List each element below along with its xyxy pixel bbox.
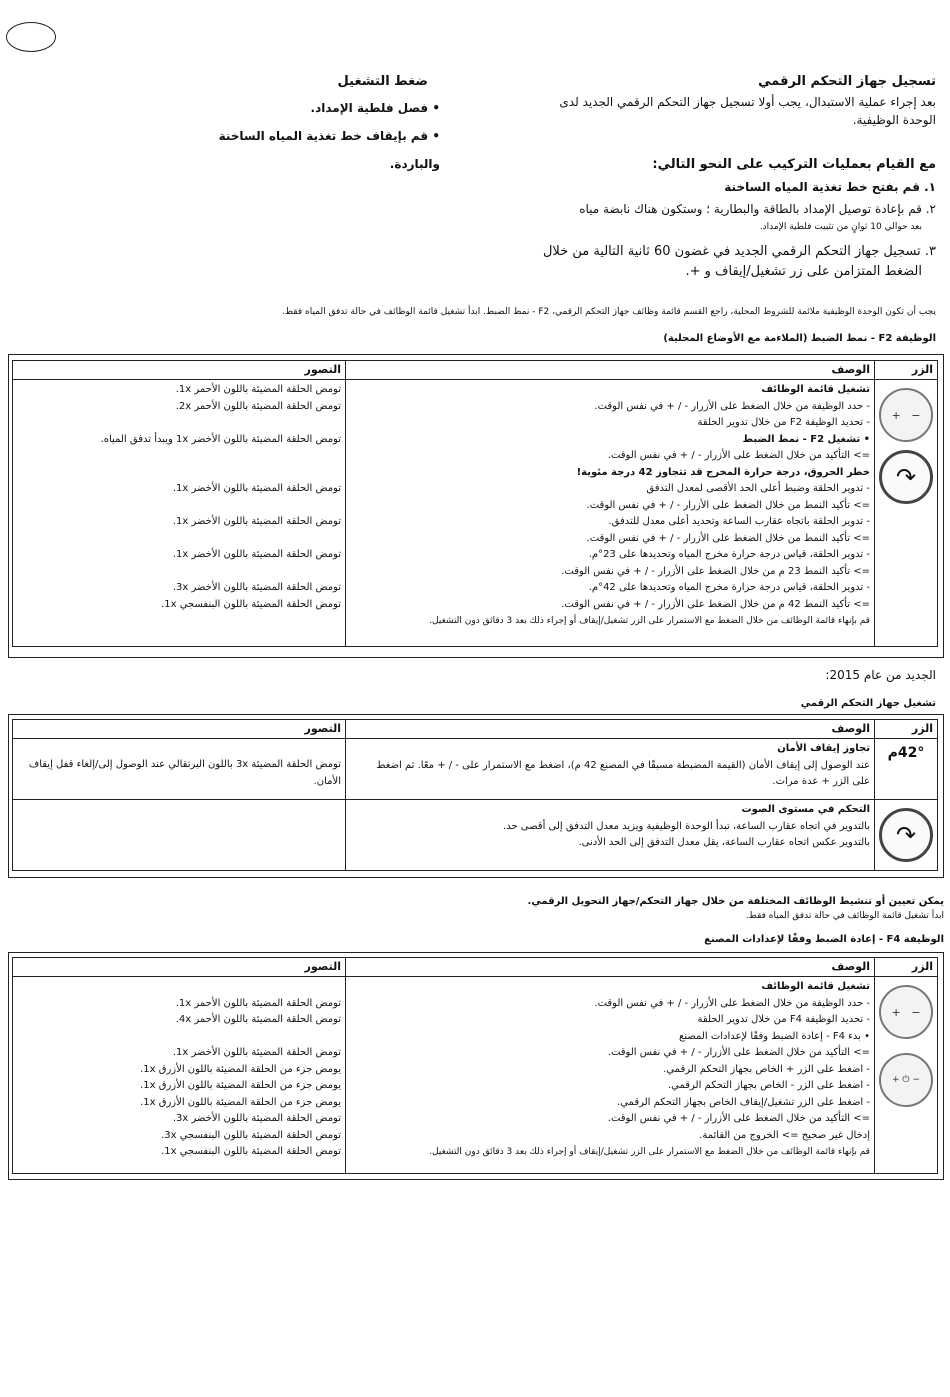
vis-line: تومض الحلقة المضيئة باللون البنفسجي 1x. (161, 1146, 341, 1157)
desc-line: => التأكيد من خلال الضغط على الأزرار - / + في نفس الوقت. (607, 450, 870, 461)
vis-line: تومض الحلقة المضيئة باللون الأخضر 1x. (172, 1047, 341, 1058)
description-cell (346, 380, 875, 647)
step-2a: ٢. قم بإعادة توصيل الإمداد بالطاقة والبطارية ؛ وستكون هناك نابضة مياه (579, 202, 936, 216)
col-description-header: الوصف (346, 720, 875, 739)
vis-line: يومض جزء من الحلقة المضيئة باللون الأزرق 1x. (140, 1063, 341, 1075)
desc-line: => التأكيد من خلال الضغط على الأزرار - / + في نفس الوقت. (607, 1047, 870, 1058)
button-cell (875, 800, 938, 871)
step-3b: الضغط المتزامن على زر تشغيل/إيقاف و +. (685, 264, 922, 279)
desc-line: على الزر + عدة مرات. (772, 776, 870, 787)
desc-line: تشغيل قائمة الوظائف (761, 981, 870, 992)
desc-line: - تدوير الحلقة وضبط أعلى الحد الأقصى لمعدل التدفق (646, 483, 870, 494)
vis-line (17, 415, 341, 432)
desc-line: قم بإنهاء قائمة الوظائف من خلال الضغط مع الاستمرار على الزر تشغيل/إيقاف أو إجراء ذلك بعد 3 دقائق دون التشغيل. (429, 616, 870, 626)
col-visual-header: التصور (13, 958, 346, 977)
desc-line: • تشغيل F2 - نمط الضبط (742, 433, 870, 445)
vis-line: تومض الحلقة المضيئة باللون البنفسجي 3x. (161, 1129, 341, 1141)
digital-operation-title: تشغيل جهاز التحكم الرقمي (800, 698, 936, 709)
button-cell (875, 739, 938, 800)
visual-cell (13, 380, 346, 647)
desc-line: => تأكيد النمط 23 م من خلال الضغط على الأزرار - / + في نفس الوقت. (561, 565, 870, 577)
function-f4-table (12, 957, 938, 1174)
minus-plus-ring-icon: − + (879, 388, 933, 442)
desc-line: => تأكيد النمط من خلال الضغط على الأزرار - / + في نفس الوقت. (586, 499, 870, 511)
desc-line: التحكم في مستوى الصوت (741, 804, 870, 815)
desc-line: إدخال غير صحيح => الخروج من القائمة. (699, 1129, 870, 1141)
safety-42-button-label: 42°م (887, 745, 925, 761)
desc-line: - تحديد الوظيفة F2 من خلال تدوير الحلقة (697, 417, 870, 428)
desc-line: => تأكيد النمط من خلال الضغط على الأزرار - / + في نفس الوقت. (586, 532, 870, 544)
desc-line: - اضغط على الزر - الخاص بجهاز التحكم الرقمي. (667, 1080, 870, 1091)
vis-line: تومض الحلقة المضيئة باللون البنفسجي 1x. (161, 598, 341, 610)
note-2a: يمكن تعيين أو تنشيط الوظائف المختلفة من خلال جهاز التحكم/جهاز التحويل الرقمي. (527, 896, 944, 907)
button-cell (875, 380, 938, 647)
desc-line: • بدء F4 - إعادة الضبط وفقًا لإعدادات المصنع (679, 1030, 870, 1042)
note-2b: ابدأ تشغيل قائمة الوظائف في حالة تدفق المياه فقط. (745, 911, 944, 921)
vis-line (17, 448, 341, 465)
desc-line: - تحديد الوظيفة F4 من خلال تدوير الحلقة (697, 1014, 870, 1025)
description-cell (346, 739, 875, 800)
vis-line: تومض الحلقة المضيئة باللون الأخضر 1x. (172, 516, 341, 527)
col-button-header: الزر (875, 958, 938, 977)
new-2015-heading: الجديد من عام 2015: (825, 668, 936, 682)
desc-line: بالتدوير في اتجاه عقارب الساعة، تبدأ الوحدة الوظيفية ويزيد معدل التدفق إلى أقصى حد. (503, 820, 870, 832)
vis-line (17, 498, 341, 515)
vis-line (17, 465, 341, 482)
operating-pressure-title: ضغط التشغيل (337, 74, 428, 89)
list-item: • فصل فلطية الإمداد. (310, 101, 440, 115)
vis-line: تومض الحلقة المضيئة 3x باللون البرتقالي عند الوصول إلى/إلغاء قفل إيقاف (28, 759, 341, 770)
operating-pressure-list (190, 94, 440, 178)
desc-line: - اضغط على الزر تشغيل/إيقاف الخاص بجهاز التحكم الرقمي. (617, 1096, 870, 1108)
vis-line: يومض جزء من الحلقة المضيئة باللون الأزرق 1x. (140, 1096, 341, 1108)
col-visual-header: التصور (13, 720, 346, 739)
vis-line (17, 979, 341, 996)
col-visual-header: التصور (13, 361, 346, 380)
vis-line (17, 564, 341, 581)
vis-line: تومض الحلقة المضيئة باللون الأخضر 1x. (172, 549, 341, 560)
registration-para-2: الوحدة الوظيفية. (852, 113, 936, 127)
desc-line: - اضغط على الزر + الخاص بجهاز التحكم الرقمي. (663, 1063, 870, 1075)
vis-line: تومض الحلقة المضيئة باللون الأخضر 1x. (172, 483, 341, 494)
vis-line: يومض جزء من الحلقة المضيئة باللون الأزرق 1x. (140, 1080, 341, 1091)
desc-line: - حدد الوظيفة من خلال الضغط على الأزرار - / + في نفس الوقت. (594, 997, 870, 1009)
rotary-ring-icon: ↷ (879, 808, 933, 862)
desc-line: تجاوز إيقاف الأمان (777, 743, 870, 754)
col-description-header: الوصف (346, 958, 875, 977)
vis-line (17, 1029, 341, 1046)
step-3a: ٣. تسجيل جهاز التحكم الرقمي الجديد في غضون 60 ثانية التالية من خلال (542, 244, 936, 259)
desc-line: عند الوصول إلى إيقاف الأمان (القيمة المضبطة مسبقًا في المصنع 42 م)، اضغط مع الاستمرار على - / + معًا. ثم اضغط (376, 759, 870, 771)
col-button-header: الزر (875, 361, 938, 380)
vis-line: الأمان. (313, 775, 341, 787)
visual-cell (13, 800, 346, 871)
function-f2-title: الوظيفة F2 - نمط الضبط (الملاءمة مع الأوضاع المحلية) (663, 333, 936, 344)
minus-plus-ring-icon: − + (879, 985, 933, 1039)
desc-line: خطر الحروق، درجة حرارة المخرج قد تتجاوز 42 درجة مئوية! (576, 466, 870, 478)
function-f2-table (12, 360, 938, 647)
desc-line: => تأكيد النمط 42 م من خلال الضغط على الأزرار - / + في نفس الوقت. (561, 598, 870, 610)
desc-line: => التأكيد من خلال الضغط على الأزرار - / + في نفس الوقت. (607, 1113, 870, 1124)
step-1: ١. قم بفتح خط تغذية المياه الساخنة (724, 180, 936, 194)
desc-line: بالتدوير عكس اتجاه عقارب الساعة، يقل معدل التدفق إلى الحد الأدنى. (578, 837, 870, 848)
vis-line: تومض الحلقة المضيئة باللون الأحمر 4x. (175, 1014, 341, 1025)
col-description-header: الوصف (346, 361, 875, 380)
desc-line: - حدد الوظيفة من خلال الضغط على الأزرار - / + في نفس الوقت. (594, 400, 870, 412)
visual-cell (13, 739, 346, 800)
step-2b: بعد حوالي 10 ثوانٍ من تثبيت فلطية الإمداد. (759, 222, 922, 232)
col-button-header: الزر (875, 720, 938, 739)
transducer-control-icon: − ⏻ + (879, 1053, 933, 1107)
rotary-ring-icon: ↷ (879, 450, 933, 504)
button-cell (875, 977, 938, 1174)
vis-line: تومض الحلقة المضيئة باللون الأحمر 1x. (175, 384, 341, 395)
vis-line: تومض الحلقة المضيئة باللون الأخضر 3x. (172, 582, 341, 593)
function-f4-title: الوظيفة F4 - إعادة الضبط وفقًا لإعدادات المصنع (704, 934, 944, 945)
registration-para-1: بعد إجراء عملية الاستبدال، يجب أولا تسجيل جهاز التحكم الرقمي الجديد لدى (559, 95, 936, 109)
digital-controller-registration-title: تسجيل جهاز التحكم الرقمي (758, 74, 936, 89)
description-cell (346, 800, 875, 871)
desc-line: قم بإنهاء قائمة الوظائف من خلال الضغط مع الاستمرار على الزر تشغيل/إيقاف أو إجراء ذلك بعد 3 دقائق دون التشغيل. (429, 1147, 870, 1157)
vis-line: تومض الحلقة المضيئة باللون الأحمر 1x. (175, 997, 341, 1009)
description-cell (346, 977, 875, 1174)
list-item: • قم بإيقاف خط تغذية المياه الساخنة والباردة. (218, 129, 440, 171)
vis-line: تومض الحلقة المضيئة باللون الأحمر 2x. (175, 400, 341, 412)
vis-line (17, 531, 341, 548)
desc-line: - تدوير الحلقة، قياس درجة حرارة مخرج المياه وتحديدها على 23°م. (588, 549, 870, 560)
steps-intro: مع القيام بعمليات التركيب على النحو التالي: (652, 157, 936, 172)
visual-cell (13, 977, 346, 1174)
page-oval-marker (6, 22, 56, 52)
digital-operation-table (12, 719, 938, 871)
note-1: يجب أن تكون الوحدة الوظيفية ملائمة للشروط المحلية، راجع القسم قائمة وظائف جهاز التحكم الرقمي، F2 - نمط الضبط. ابدأ تشغيل قائمة الوظائف في حالة تدفق المياه فقط. (281, 307, 936, 317)
desc-line: تشغيل قائمة الوظائف (761, 384, 870, 395)
desc-line: - تدوير الحلقة باتجاه عقارب الساعة وتحديد أعلى معدل للتدفق. (608, 516, 870, 527)
vis-line: تومض الحلقة المضيئة باللون الأخضر 1x ويبدأ تدفق المياه. (100, 433, 341, 445)
vis-line: تومض الحلقة المضيئة باللون الأخضر 3x. (172, 1113, 341, 1124)
desc-line: - تدوير الحلقة، قياس درجة حرارة مخرج المياه وتحديدها على 42°م. (588, 582, 870, 593)
